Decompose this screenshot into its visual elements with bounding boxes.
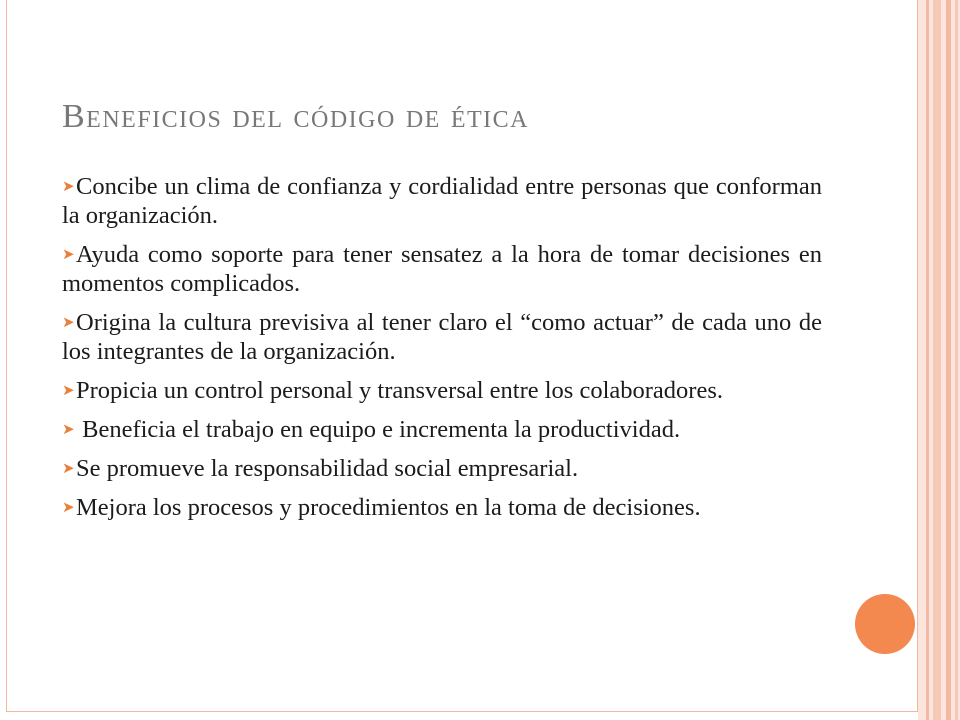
bullet-list: [62, 172, 822, 532]
bullet-text: Concibe un clima de confianza y cordialidad entre personas que conforman la organización.: [62, 173, 822, 229]
bullet-text: Propicia un control personal y transversal entre los colaboradores.: [76, 377, 724, 404]
decorative-stripe: [926, 0, 929, 720]
decorative-stripe: [933, 0, 941, 720]
bullet-text: Origina la cultura previsiva al tener claro el “como actuar” de cada uno de los integrantes de la organización.: [62, 309, 822, 365]
bullet-item: [62, 172, 822, 230]
bullet-item: [62, 454, 822, 483]
decorative-stripe: [955, 0, 958, 720]
decorative-orange-circle: [855, 594, 915, 654]
bullet-text: Se promueve la responsabilidad social empresarial.: [76, 455, 579, 482]
bullet-item: [62, 493, 822, 522]
arrow-bullet-icon: ➤: [62, 459, 75, 477]
bullet-text: Mejora los procesos y procedimientos en la toma de decisiones.: [76, 494, 701, 521]
decorative-stripe: [946, 0, 951, 720]
arrow-bullet-icon: ➤: [62, 177, 75, 195]
bullet-text: Beneficia el trabajo en equipo e incrementa la productividad.: [76, 416, 681, 443]
arrow-bullet-icon: ➤: [62, 381, 75, 399]
bullet-item: [62, 376, 822, 405]
slide-title: Beneficios del código de ética: [62, 98, 529, 135]
arrow-bullet-icon: ➤: [62, 498, 75, 516]
bullet-item: [62, 308, 822, 366]
arrow-bullet-icon: ➤: [62, 313, 75, 331]
arrow-bullet-icon: ➤: [62, 420, 75, 438]
arrow-bullet-icon: ➤: [62, 245, 75, 263]
bullet-item: [62, 415, 822, 444]
bullet-item: [62, 240, 822, 298]
bullet-text: Ayuda como soporte para tener sensatez a la hora de tomar decisiones en momentos complicados.: [62, 241, 822, 297]
